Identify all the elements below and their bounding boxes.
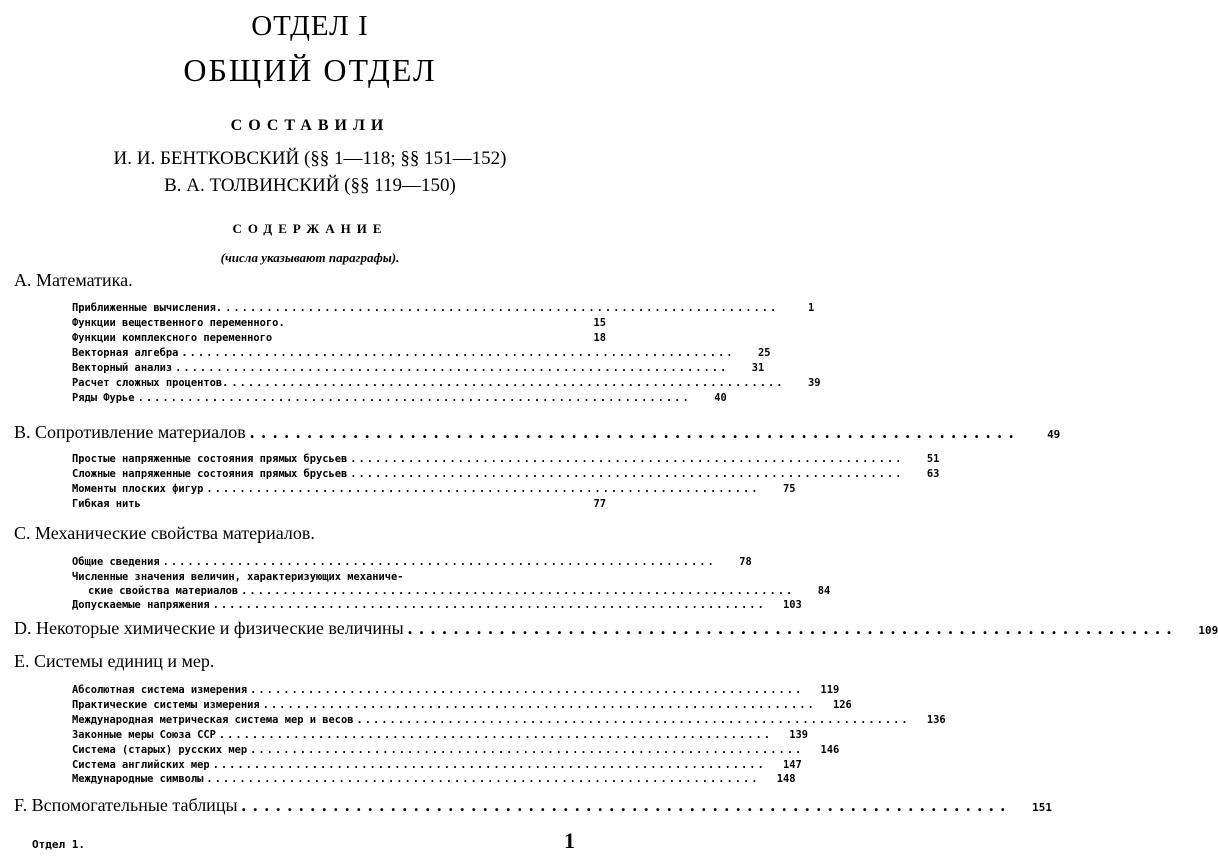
toc-item-label: Простые напряженные состояния прямых брусьев xyxy=(72,453,348,465)
toc-item xyxy=(72,728,809,742)
toc-leader: ................................................................... xyxy=(181,347,735,359)
toc-item-label: Законные меры Союза ССР xyxy=(72,729,216,741)
compiled-by-label: СОСТАВИЛИ xyxy=(230,117,390,134)
toc-item-label: Абсолютная система измерения xyxy=(72,684,248,696)
toc-section-d xyxy=(14,618,1218,639)
toc-leader: ................................................................... xyxy=(250,744,804,756)
toc-section-page: 49 xyxy=(1047,428,1061,441)
toc-leader: ................................................................... xyxy=(231,377,785,389)
page-number: 1 xyxy=(564,828,575,853)
toc-item-label: Система английских мер xyxy=(72,759,210,771)
toc-item xyxy=(72,316,606,330)
toc-item-label: ские свойства материалов xyxy=(88,585,239,597)
toc-item-label: Система (старых) русских мер xyxy=(72,744,248,756)
toc-leader: ................................................................... xyxy=(137,392,691,404)
toc-section-label: D. Некоторые химические и физические величины xyxy=(14,618,404,638)
toc-section-b xyxy=(14,422,1061,443)
toc-leader: ................................................................... xyxy=(356,714,910,726)
toc-item-label: Численные значения величин, характеризующих механиче- xyxy=(72,571,404,583)
toc-leader: ................................................................... xyxy=(212,599,766,611)
toc-item-page: 63 xyxy=(926,468,940,480)
toc-item-page: 147 xyxy=(783,759,802,771)
toc-item xyxy=(72,467,940,481)
toc-section-page: 109 xyxy=(1198,624,1218,637)
toc-item-label: Международная метрическая система мер и весов xyxy=(72,714,354,726)
toc-item-page: 136 xyxy=(926,714,946,726)
toc-item-page: 103 xyxy=(783,599,802,611)
toc-item xyxy=(72,301,815,315)
toc-leader: ................................................................... xyxy=(241,795,1013,815)
toc-item xyxy=(72,698,852,712)
toc-leader: ................................................................... xyxy=(250,684,804,696)
toc-item xyxy=(72,361,765,375)
toc-item xyxy=(72,452,940,466)
toc-section-c xyxy=(14,523,606,544)
toc-item-page: 126 xyxy=(833,699,852,711)
toc-item xyxy=(72,598,802,612)
toc-leader: ................................................................... xyxy=(206,483,760,495)
toc-item-label: Функции вещественного переменного. xyxy=(72,317,285,329)
toc-item-page: 40 xyxy=(714,392,727,404)
toc-section-label: A. Математика. xyxy=(14,270,133,290)
toc-item-page: 119 xyxy=(820,684,840,696)
toc-item xyxy=(88,584,831,598)
toc-item-label: Функции комплексного переменного xyxy=(72,332,273,344)
toc-item-label: Векторный анализ xyxy=(72,362,173,374)
toc-leader: ................................................................... xyxy=(407,618,1179,638)
toc-item xyxy=(72,743,840,757)
toc-section-label: B. Сопротивление материалов xyxy=(14,422,246,442)
toc-item-label: Международные символы xyxy=(72,773,204,785)
toc-item-page: 1 xyxy=(808,302,815,314)
toc-item-label: Ряды Фурье xyxy=(72,392,135,404)
toc-item xyxy=(72,772,796,786)
toc-item-label: Гибкая нить xyxy=(72,498,141,510)
toc-item xyxy=(72,346,771,360)
contents-label: СОДЕРЖАНИЕ xyxy=(232,221,388,236)
toc-item-label: Сложные напряженные состояния прямых брусьев xyxy=(72,468,348,480)
toc-item xyxy=(72,497,606,511)
toc-item-label: Общие сведения xyxy=(72,556,160,568)
toc-leader: ................................................................... xyxy=(249,422,1021,442)
part-heading: ОТДЕЛ I xyxy=(251,10,369,42)
toc-item-page: 15 xyxy=(593,317,606,329)
toc-section-a xyxy=(14,270,606,291)
toc-section-e xyxy=(14,651,606,672)
toc-leader: ................................................................... xyxy=(206,773,760,785)
toc-item-page: 148 xyxy=(776,773,796,785)
toc-leader: ................................................................... xyxy=(350,453,904,465)
toc-item xyxy=(72,555,752,569)
toc-item-label: Приближенные вычисления. xyxy=(72,302,223,314)
toc-item xyxy=(72,758,802,772)
toc-section-f xyxy=(14,795,1053,816)
toc-item-label: Моменты плоских фигур xyxy=(72,483,204,495)
page-title: ОБЩИЙ ОТДЕЛ xyxy=(183,52,437,88)
toc-item-page: 51 xyxy=(926,453,940,465)
toc-item xyxy=(72,713,946,727)
toc-leader: ................................................................... xyxy=(350,468,904,480)
toc-item-page: 139 xyxy=(789,729,809,741)
toc-leader: ................................................................... xyxy=(241,585,795,597)
toc-item-page: 84 xyxy=(817,585,831,597)
toc-item-label: Расчет сложных процентов. xyxy=(72,377,229,389)
toc-item xyxy=(72,391,727,405)
toc-leader: ................................................................... xyxy=(225,302,779,314)
author-2: В. А. ТОЛВИНСКИЙ (§§ 119—150) xyxy=(164,175,456,196)
toc-item xyxy=(72,376,821,390)
toc-item-label: Практические системы измерения xyxy=(72,699,260,711)
author-1: И. И. БЕНТКОВСКИЙ (§§ 1—118; §§ 151—152) xyxy=(113,148,507,169)
toc-section-label: E. Системы единиц и мер. xyxy=(14,651,215,671)
toc-item-page: 78 xyxy=(739,556,752,568)
toc-item-page: 39 xyxy=(808,377,821,389)
toc-section-page: 151 xyxy=(1032,801,1053,814)
toc-item xyxy=(72,570,606,584)
toc-leader: ................................................................... xyxy=(262,699,816,711)
toc-item-label: Допускаемые напряжения xyxy=(72,599,210,611)
toc-leader: ................................................................... xyxy=(218,729,773,741)
toc-leader: ................................................................... xyxy=(162,556,716,568)
contents-note: (числа указывают параграфы). xyxy=(220,250,400,265)
toc-item xyxy=(72,683,840,697)
toc-item-page: 25 xyxy=(757,347,771,359)
toc-item xyxy=(72,331,606,345)
toc-item-page: 75 xyxy=(783,483,796,495)
toc-item-page: 31 xyxy=(751,362,765,374)
toc-leader: ................................................................... xyxy=(212,759,766,771)
footer-section-label: Отдел 1. xyxy=(32,838,85,851)
toc-item xyxy=(72,482,796,496)
toc-item-page: 146 xyxy=(820,744,840,756)
toc-item-page: 77 xyxy=(593,498,606,510)
toc-leader: ................................................................... xyxy=(175,362,729,374)
toc-section-label: C. Механические свойства материалов. xyxy=(14,523,315,543)
toc-item-label: Векторная алгебра xyxy=(72,347,179,359)
toc-item-page: 18 xyxy=(593,332,606,344)
toc-section-label: F. Вспомогательные таблицы xyxy=(14,795,238,815)
